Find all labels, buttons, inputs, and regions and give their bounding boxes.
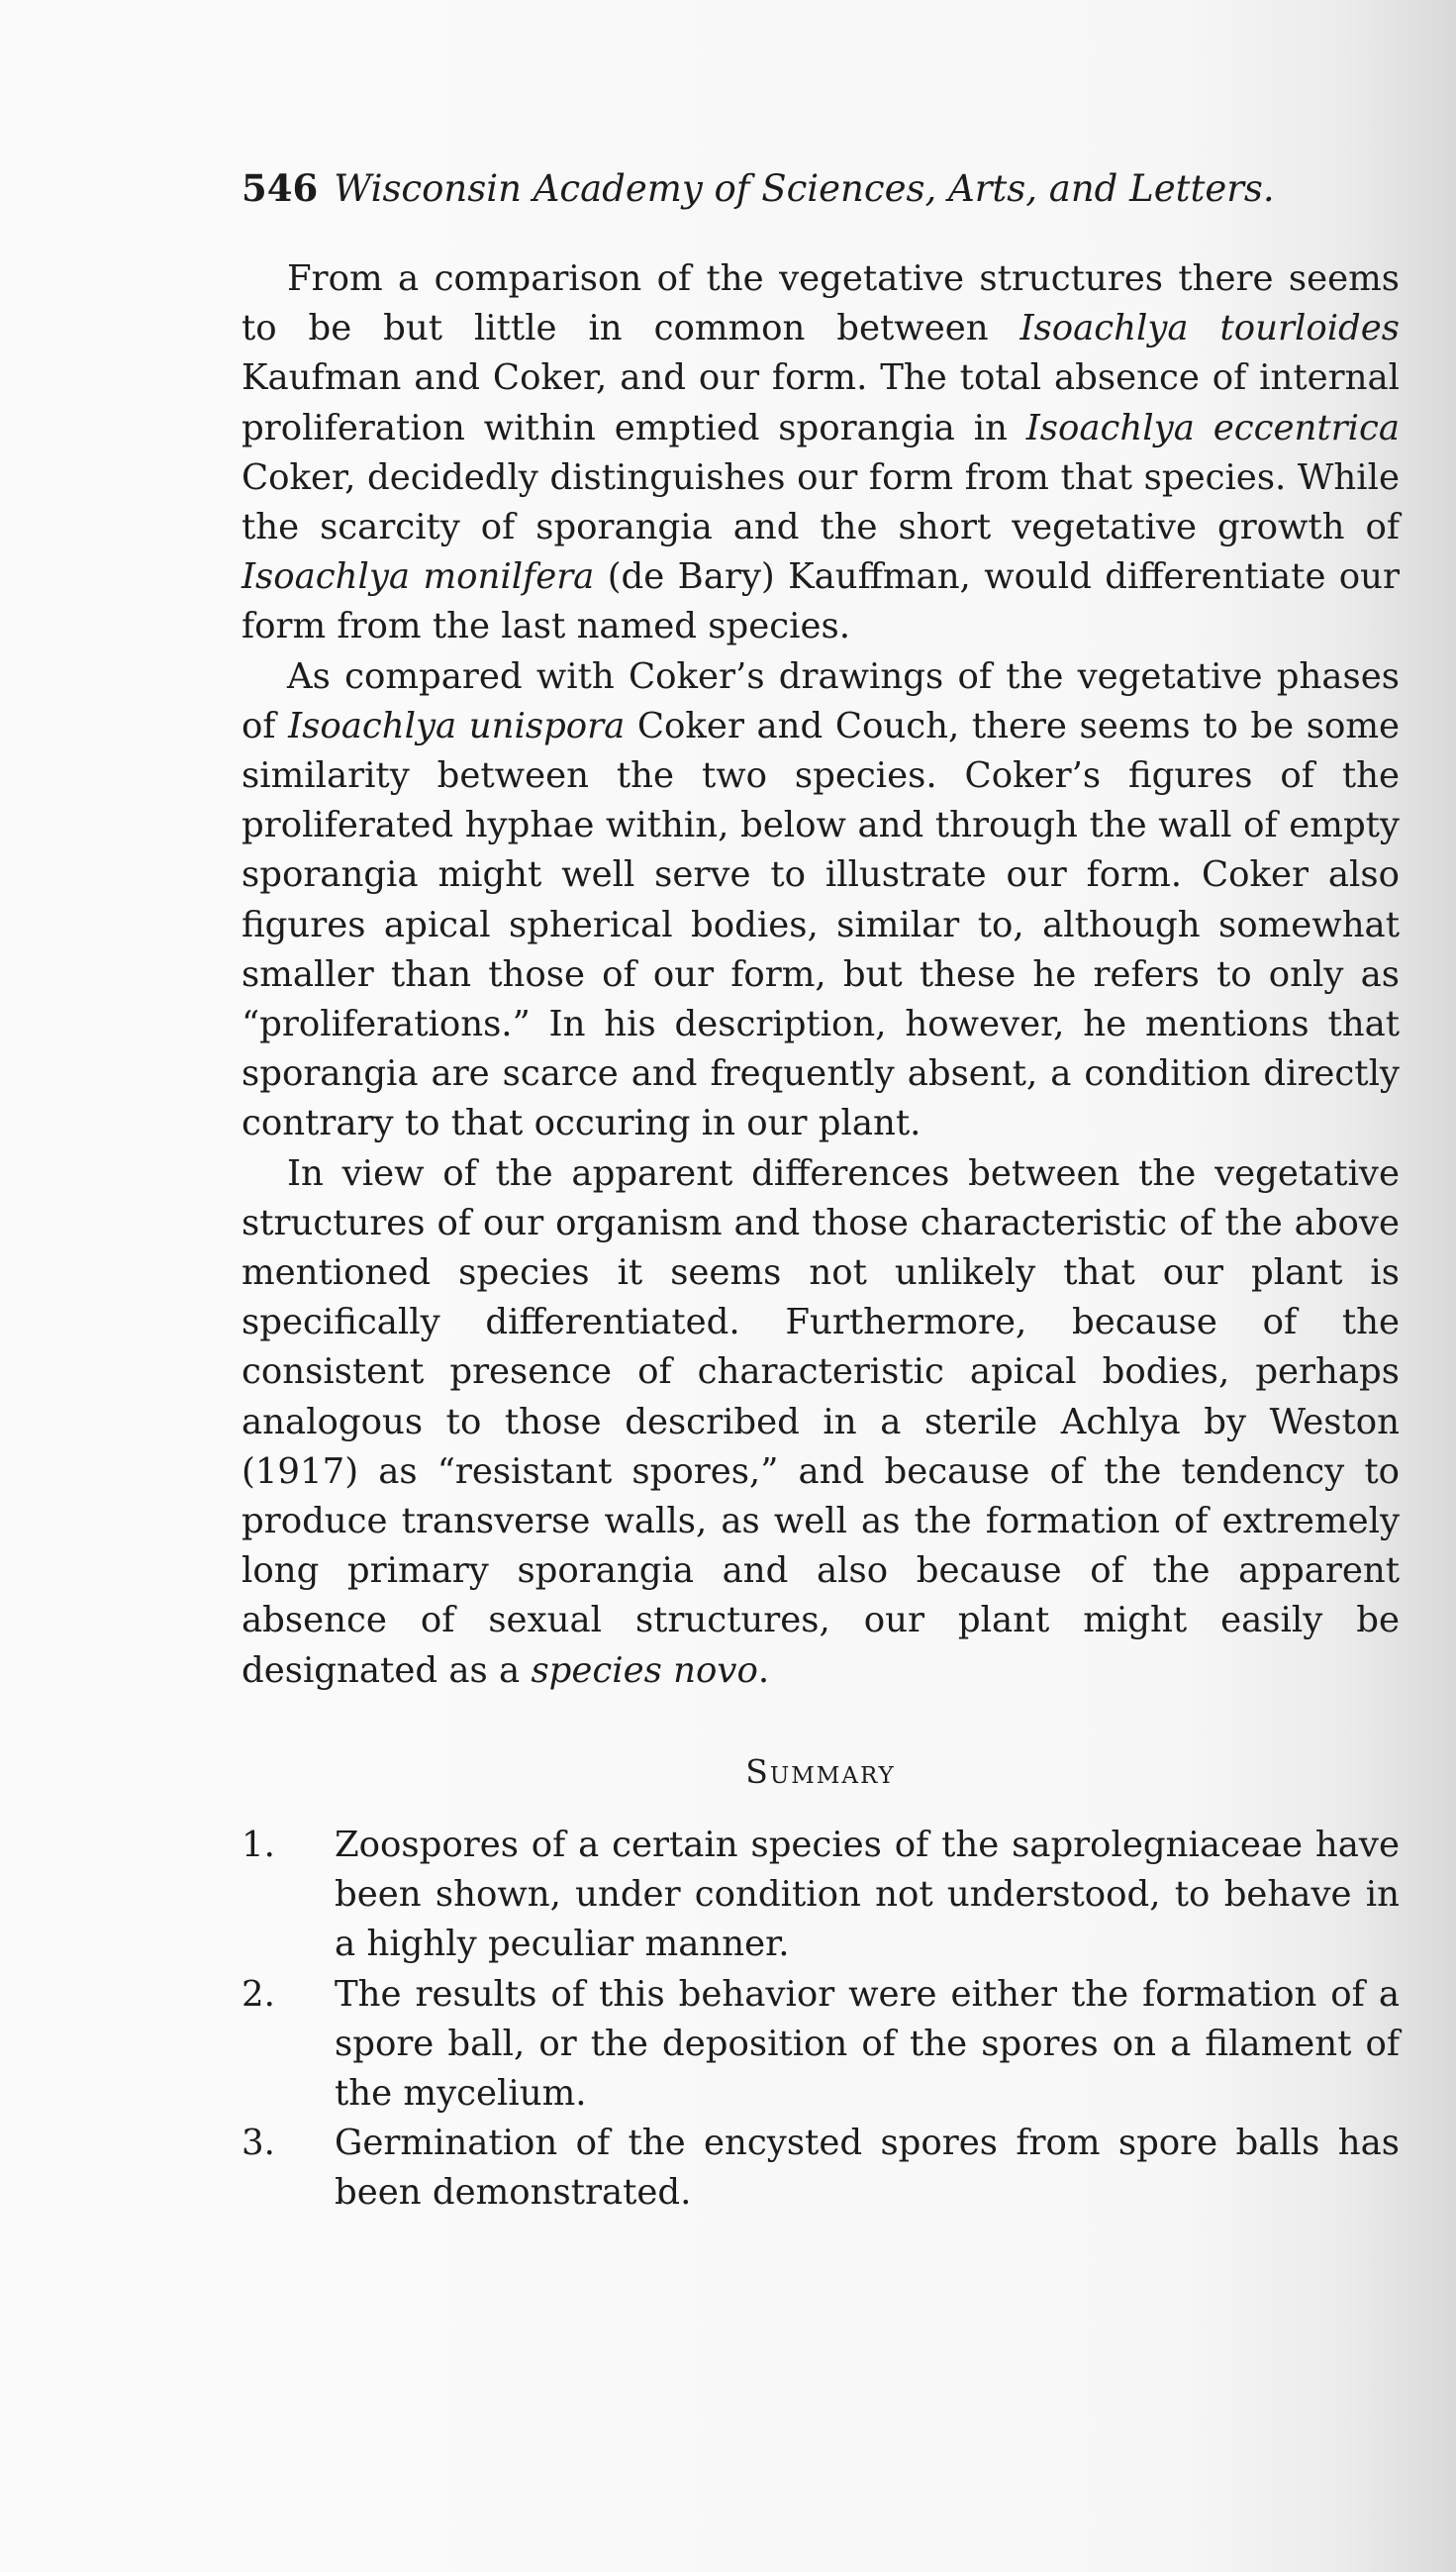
paragraph-3 [242, 1149, 1400, 1696]
species-name: Isoachlya unispora [288, 705, 626, 746]
running-head [242, 158, 1400, 219]
item-number: 1. [242, 1824, 275, 1865]
paragraph-2 [242, 652, 1400, 1149]
item-number: 2. [242, 1973, 275, 2015]
paragraph-1 [242, 254, 1400, 652]
paragraph-text: Coker and Couch, there seems to be some similarity between the two species. Coker’s figures of the proliferated hyphae within, below and through the wall of empty sporangia might well serve to illustrate our form. Coker also figures apical spherical bodies, similar to, although somewhat smaller than those of our form, but these he refers to only as “proliferations.” In his description, however, he mentions that sporangia are scarce and frequently absent, a condition directly contrary to that occuring in our plant. [242, 705, 1401, 1144]
summary-heading: Summary [745, 1751, 896, 1791]
summary-item [242, 2119, 1400, 2218]
item-text: Germination of the encysted spores from spore balls has been demonstrated. [335, 2123, 1400, 2214]
summary-list [242, 1821, 1400, 2219]
page-number: 546 [242, 166, 319, 210]
paragraph-text: In view of the apparent differences between the vegetative structures of our organism and those characteristic of the above mentioned species it seems not unlikely that our plant is specifically differentiated. Furthermore, because of the consistent presence of characteristic apical bodies, perhaps analogous to those described in a sterile Achlya by Weston (1917) as “resistant spores,” and because of the tendency to produce transverse walls, as well as the formation of extremely long primary sporangia and also because of the apparent absence of sexual structures, our plant might easily be designated as a [242, 1152, 1400, 1691]
item-text: The results of this behavior were either the formation of a spore ball, or the deposition of the spores on a filament of the mycelium. [335, 1973, 1400, 2114]
paragraph-text: As compared with Coker’s drawings of the vegetative phases of [242, 655, 1400, 746]
species-name: Isoachlya monilfera [242, 556, 595, 598]
species-name: Isoachlya tourloides [1019, 308, 1400, 349]
item-text: Zoospores of a certain species of the saprolegniaceae have been shown, under condition not understood, to behave in a highly peculiar manner. [335, 1824, 1400, 1965]
summary-item [242, 1970, 1400, 2120]
page-text [242, 158, 1400, 2219]
species-name: species novo [531, 1649, 758, 1691]
paragraph-text: . [757, 1649, 770, 1691]
species-name: Isoachlya eccentrica [1025, 407, 1400, 448]
journal-title: Wisconsin Academy of Sciences, Arts, and Letters. [334, 167, 1275, 210]
paragraph-text: Kaufman and Coker, and our form. The total absence of internal proliferation within emptied sporangia in [242, 357, 1400, 448]
paragraph-text: From a comparison of the vegetative structures there seems to be but little in common between [242, 258, 1400, 349]
item-number: 3. [242, 2123, 275, 2164]
paragraph-text: (de Bary) Kauffman, would differentiate our form from the last named species. [242, 556, 1400, 647]
summary-item [242, 1821, 1400, 1970]
paragraph-text: Coker, decidedly distinguishes our form from that species. While the scarcity of sporangia and the short vegetative growth of [242, 456, 1400, 548]
